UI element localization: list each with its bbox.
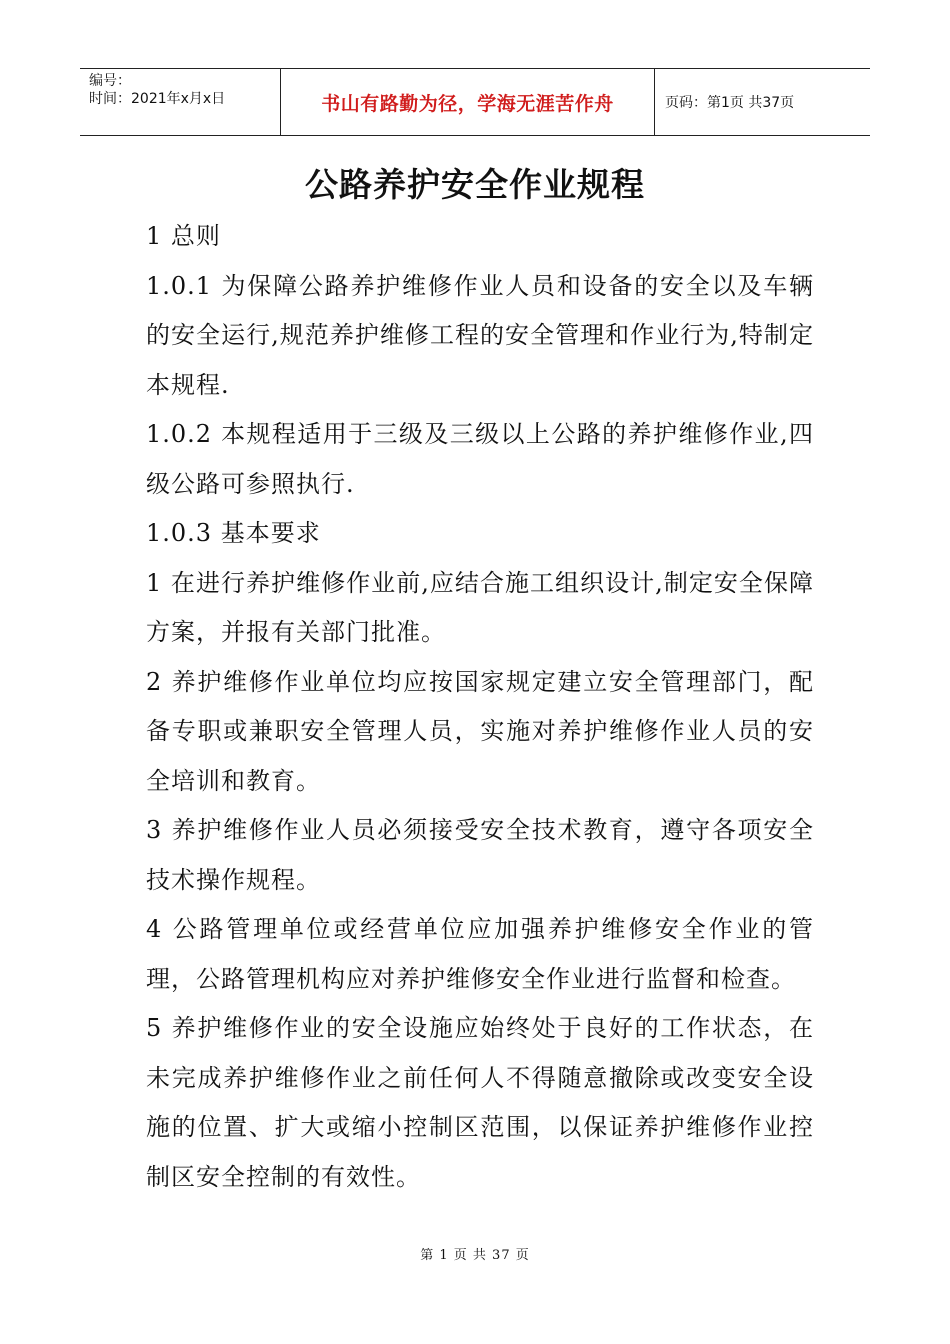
document-title: 公路养护安全作业规程 (305, 165, 645, 204)
document-header-table (80, 68, 870, 136)
requirement-item: 2 养护维修作业单位均应按国家规定建立安全管理部门，配备专职或兼职安全管理人员，实施对养护维修作业人员的安全培训和教育。 (146, 667, 814, 795)
header-meta-cell (80, 69, 281, 135)
document-number-label: 编号： (89, 73, 131, 89)
header-motto-cell (281, 69, 655, 135)
requirement-item: 5 养护维修作业的安全设施应始终处于良好的工作状态，在未完成养护维修作业之前任何人不得随意撤除或改变安全设施的位置、扩大或缩小控制区范围，以保证养护维修作业控制区安全控制的有效性。 (146, 1014, 814, 1191)
clause-heading: 1.0.3 基本要求 (146, 519, 321, 547)
requirement-item: 3 养护维修作业人员必须接受安全技术教育，遵守各项安全技术操作规程。 (146, 816, 814, 894)
requirement-item: 1 在进行养护维修作业前,应结合施工组织设计,制定安全保障方案，并报有关部门批准。 (146, 568, 814, 646)
document-body (146, 212, 814, 1202)
clause-paragraph: 1.0.2 本规程适用于三级及三级以上公路的养护维修作业,四级公路可参照执行. (146, 420, 814, 498)
clause-paragraph: 1.0.1 为保障公路养护维修作业人员和设备的安全以及车辆的安全运行,规范养护维修工程的安全管理和作业行为,特制定本规程. (146, 271, 814, 399)
document-date-label: 时间：2021年x月x日 (89, 91, 226, 107)
motto-text: 书山有路勤为径，学海无涯苦作舟 (321, 92, 614, 115)
section-heading: 1 总则 (146, 222, 221, 250)
header-page-cell (655, 69, 870, 135)
page-footer: 第 1 页 共 37 页 (420, 1248, 530, 1263)
requirement-item: 4 公路管理单位或经营单位应加强养护维修安全作业的管理，公路管理机构应对养护维修安全作业进行监督和检查。 (146, 915, 814, 993)
header-page-info: 页码：第1页 共37页 (665, 95, 795, 111)
